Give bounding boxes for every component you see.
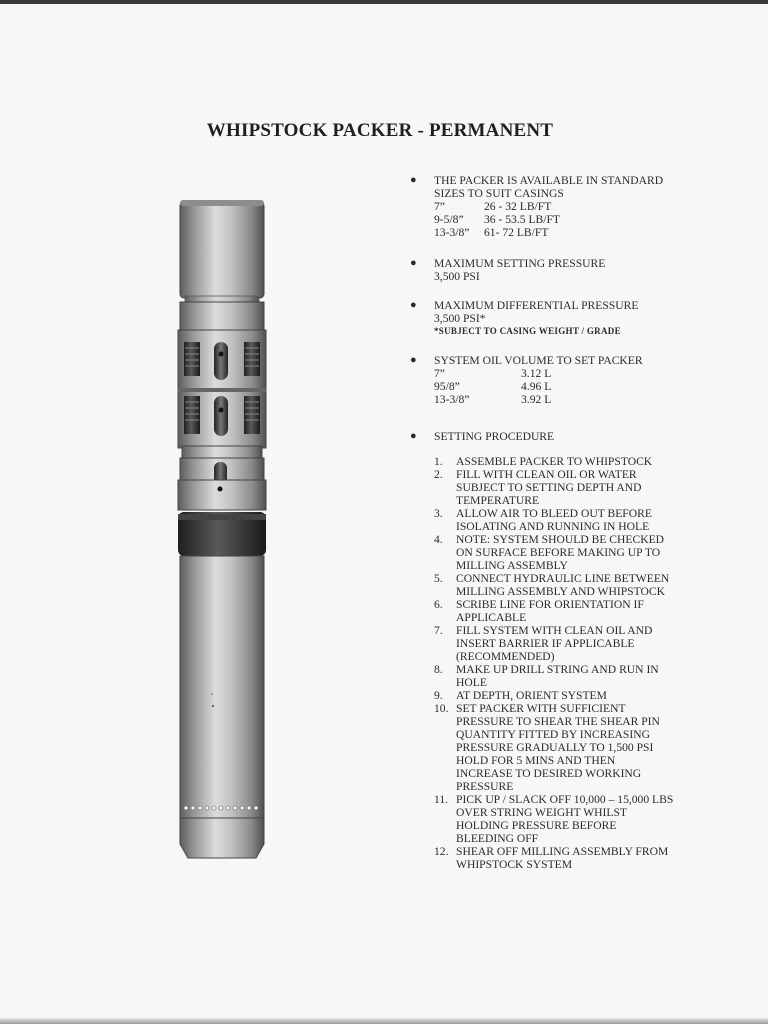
- packing-element: [178, 512, 266, 556]
- procedure-step: [434, 663, 738, 689]
- procedure-step: [434, 793, 738, 845]
- page-title: WHIPSTOCK PACKER - PERMANENT: [206, 120, 554, 141]
- step-line: ISOLATING AND RUNNING IN HOLE: [456, 520, 650, 533]
- setting-procedure-section: [398, 430, 738, 443]
- step-line: SET PACKER WITH SUFFICIENT: [456, 702, 626, 715]
- step-line: TEMPERATURE: [456, 494, 540, 507]
- step-number: 12.: [434, 845, 449, 858]
- step-line: HOLDING PRESSURE BEFORE: [456, 819, 617, 832]
- bullet-dot-icon: ●: [410, 257, 417, 269]
- step-line: MAKE UP DRILL STRING AND RUN IN: [456, 663, 659, 676]
- oil-volume-row: [434, 367, 738, 380]
- oil-volume-section: [398, 354, 738, 406]
- step-line: MILLING ASSEMBLY: [456, 559, 568, 572]
- step-number: 9.: [434, 689, 443, 702]
- procedure-step: [434, 598, 738, 624]
- oil-volume-value: 3.12 L: [521, 367, 552, 380]
- step-line: ON SURFACE BEFORE MAKING UP TO: [456, 546, 661, 559]
- setting-pressure-section: [398, 257, 738, 283]
- step-number: 10.: [434, 702, 449, 715]
- differential-pressure-value: 3,500 PSI*: [434, 312, 486, 325]
- step-line: CONNECT HYDRAULIC LINE BETWEEN: [456, 572, 670, 585]
- bottom-guide-nose: [180, 818, 264, 858]
- step-number: 8.: [434, 663, 443, 676]
- step-line: QUANTITY FITTED BY INCREASING: [456, 728, 650, 741]
- step-line: OVER STRING WEIGHT WHILST: [456, 806, 627, 819]
- bullet-dot-icon: ●: [410, 430, 417, 442]
- step-line: HOLD FOR 5 MINS AND THEN: [456, 754, 616, 767]
- procedure-step: [434, 845, 738, 871]
- oil-volume-size: 95/8”: [434, 380, 460, 393]
- step-line: PRESSURE: [456, 780, 514, 793]
- step-line: FILL WITH CLEAN OIL OR WATER: [456, 468, 637, 481]
- step-line: PICK UP / SLACK OFF 10,000 – 15,000 LBS: [456, 793, 674, 806]
- casing-weight: 26 - 32 LB/FT: [484, 200, 552, 213]
- procedure-step: [434, 468, 738, 507]
- step-line: SHEAR OFF MILLING ASSEMBLY FROM: [456, 845, 669, 858]
- step-line: PRESSURE GRADUALLY TO 1,500 PSI: [456, 741, 654, 754]
- setting-procedure-heading: SETTING PROCEDURE: [434, 430, 555, 443]
- bullet-dot-icon: ●: [410, 354, 417, 366]
- step-number: 11.: [434, 793, 449, 806]
- step-line: AT DEPTH, ORIENT SYSTEM: [456, 689, 607, 702]
- step-number: 4.: [434, 533, 443, 546]
- procedure-step: [434, 624, 738, 663]
- differential-pressure-section: [398, 299, 738, 338]
- oil-volume-value: 3.92 L: [521, 393, 552, 406]
- lower-body: [180, 556, 264, 818]
- step-line: PRESSURE TO SHEAR THE SHEAR PIN: [456, 715, 660, 728]
- oil-volume-row: [434, 380, 738, 393]
- casing-heading-line2: SIZES TO SUIT CASINGS: [434, 187, 564, 200]
- procedure-step: [434, 702, 738, 793]
- step-line: (RECOMMENDED): [456, 650, 555, 663]
- step-number: 6.: [434, 598, 443, 611]
- oil-volume-row: [434, 393, 738, 406]
- casing-row: [434, 213, 738, 226]
- procedure-steps-list: [434, 455, 738, 871]
- differential-pressure-note: *SUBJECT TO CASING WEIGHT / GRADE: [434, 326, 621, 336]
- step-line: INSERT BARRIER IF APPLICABLE: [456, 637, 635, 650]
- casing-size: 13-3/8”: [434, 226, 470, 239]
- step-line: SCRIBE LINE FOR ORIENTATION IF: [456, 598, 644, 611]
- bullet-dot-icon: ●: [410, 174, 417, 186]
- procedure-step: [434, 455, 738, 468]
- casing-size: 7”: [434, 200, 445, 213]
- procedure-step: [434, 572, 738, 598]
- step-number: 7.: [434, 624, 443, 637]
- step-line: SUBJECT TO SETTING DEPTH AND: [456, 481, 642, 494]
- step-line: ALLOW AIR TO BLEED OUT BEFORE: [456, 507, 652, 520]
- step-line: FILL SYSTEM WITH CLEAN OIL AND: [456, 624, 653, 637]
- slip-section: [178, 330, 266, 448]
- oil-volume-heading: SYSTEM OIL VOLUME TO SET PACKER: [434, 354, 643, 367]
- scan-edge-bottom: [0, 1018, 768, 1024]
- casing-weight: 36 - 53.5 LB/FT: [484, 213, 561, 226]
- oil-volume-size: 13-3/8”: [434, 393, 470, 406]
- setting-pressure-heading: MAXIMUM SETTING PRESSURE: [434, 257, 606, 270]
- specifications: [398, 174, 738, 871]
- step-number: 3.: [434, 507, 443, 520]
- procedure-step: [434, 507, 738, 533]
- step-line: NOTE: SYSTEM SHOULD BE CHECKED: [456, 533, 665, 546]
- step-line: ASSEMBLE PACKER TO WHIPSTOCK: [456, 455, 653, 468]
- oil-volume-value: 4.96 L: [521, 380, 552, 393]
- whipstock-packer-illustration: [168, 196, 278, 866]
- bullet-dot-icon: ●: [410, 299, 417, 311]
- procedure-step: [434, 533, 738, 572]
- step-line: MILLING ASSEMBLY AND WHIPSTOCK: [456, 585, 665, 598]
- scan-edge-top: [0, 0, 768, 4]
- casing-size: 9-5/8”: [434, 213, 464, 226]
- top-sub: [180, 200, 264, 298]
- step-line: INCREASE TO DESIRED WORKING: [456, 767, 642, 780]
- procedure-step: [434, 689, 738, 702]
- step-line: WHIPSTOCK SYSTEM: [456, 858, 573, 871]
- casing-heading-line1: THE PACKER IS AVAILABLE IN STANDARD: [434, 174, 664, 187]
- casing-row: [434, 226, 738, 239]
- oil-volume-size: 7”: [434, 367, 445, 380]
- differential-pressure-heading: MAXIMUM DIFFERENTIAL PRESSURE: [434, 299, 639, 312]
- setting-pressure-value: 3,500 PSI: [434, 270, 480, 283]
- casing-sizes-section: [398, 174, 738, 239]
- step-number: 5.: [434, 572, 443, 585]
- step-number: 2.: [434, 468, 443, 481]
- step-line: APPLICABLE: [456, 611, 527, 624]
- casing-weight: 61- 72 LB/FT: [484, 226, 549, 239]
- step-line: BLEEDING OFF: [456, 832, 539, 845]
- casing-row: [434, 200, 738, 213]
- step-number: 1.: [434, 455, 443, 468]
- step-line: HOLE: [456, 676, 487, 689]
